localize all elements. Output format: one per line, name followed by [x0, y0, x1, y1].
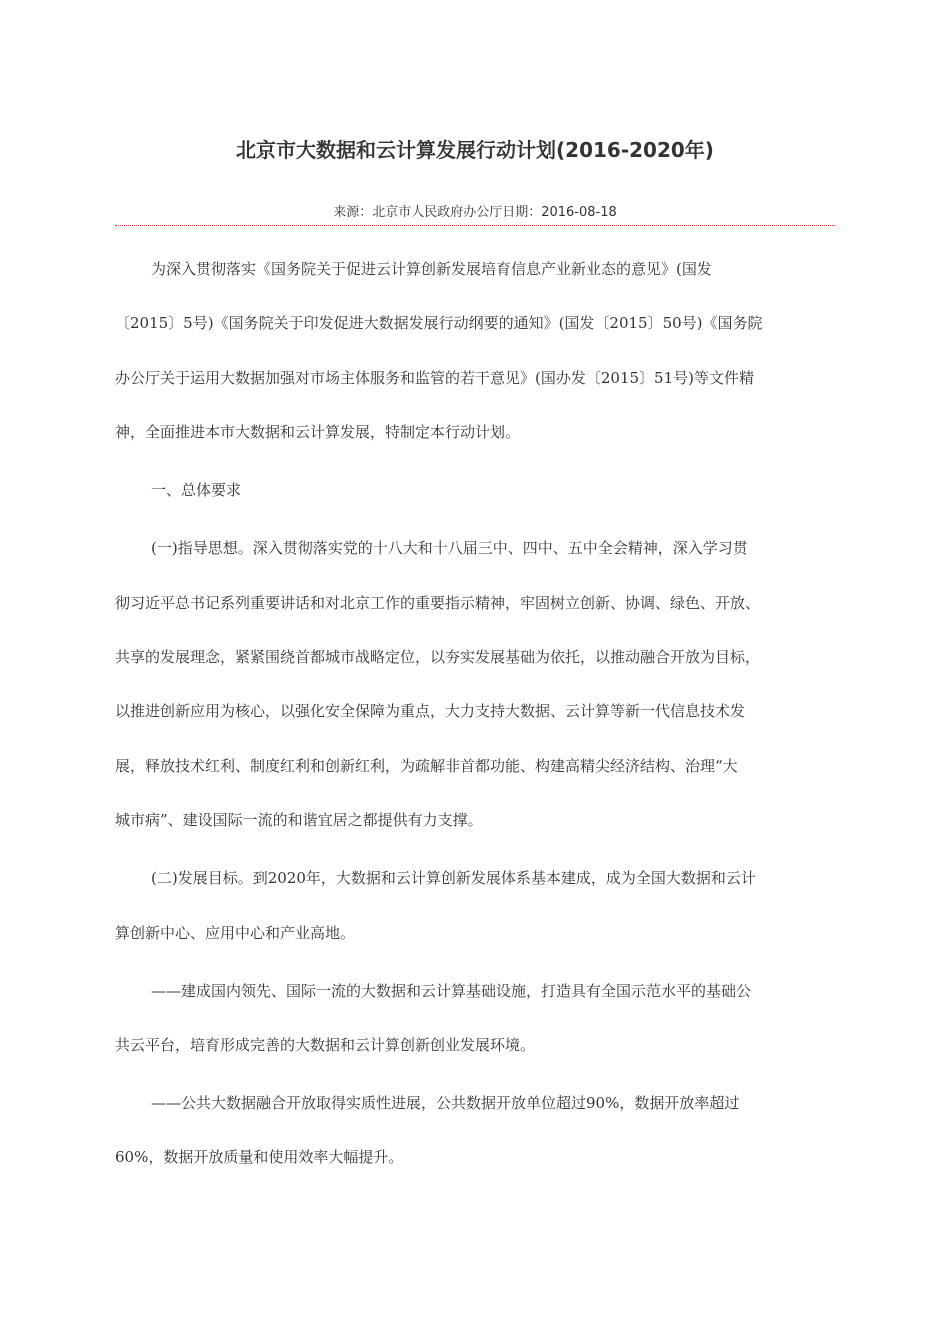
title-divider: [115, 225, 835, 226]
section-heading: 一、总体要求: [151, 481, 242, 500]
goal-item-infrastructure: ——建成国内领先、国际一流的大数据和云计算基础设施，打造具有全国示范水平的基础公 共云平台，培育形成完善的大数据和云计算创新创业发展环境。: [115, 981, 752, 1055]
article-body: [115, 242, 835, 1188]
guiding-ideology-paragraph: (一)指导思想。深入贯彻落实党的十八大和十八届三中、四中、五中全会精神，深入学习贯 彻习近平总书记系列重要讲话和对北京工作的重要指示精神，牢固树立创新、协调、绿色、开放、 共享的发展理念，紧紧围绕首都城市战略定位，以夯实发展基础为依托，以推动融合开放为目标， 以推进创新应用为核心，以强化安全保障为重点，大力支持大数据、云计算等新一代信息技术发 展，释放技术红利、制度红利和创新红利，为疏解非首都功能、构建高精尖经济结构、治理“大 城市病”、建设国际一流的和谐宜居之都提供有力支撑。: [115, 539, 761, 830]
page-title: 北京市大数据和云计算发展行动计划(2016-2020年): [236, 138, 714, 162]
source-value: 北京市人民政府办公厅: [372, 205, 503, 220]
article-meta: [115, 203, 835, 223]
source-label: 来源：: [333, 205, 373, 220]
date-value: 2016-08-18: [541, 205, 617, 220]
intro-paragraph: 为深入贯彻落实《国务院关于促进云计算创新发展培育信息产业新业态的意见》(国发 〔2015〕5号)《国务院关于印发促进大数据发展行动纲要的通知》(国发〔2015〕50号)《国务院 办公厅关于运用大数据加强对市场主体服务和监管的若干意见》(国办发〔2015〕51号)等文件精 神，全面推进本市大数据和云计算发展，特制定本行动计划。: [115, 260, 763, 442]
development-goals-paragraph: (二)发展目标。到2020年，大数据和云计算创新发展体系基本建成，成为全国大数据和云计 算创新中心、应用中心和产业高地。: [115, 869, 756, 942]
goal-item-open-data: ——公共大数据融合开放取得实质性进展，公共数据开放单位超过90%，数据开放率超过 60%，数据开放质量和使用效率大幅提升。: [115, 1094, 740, 1167]
date-label: 日期：: [502, 205, 542, 220]
